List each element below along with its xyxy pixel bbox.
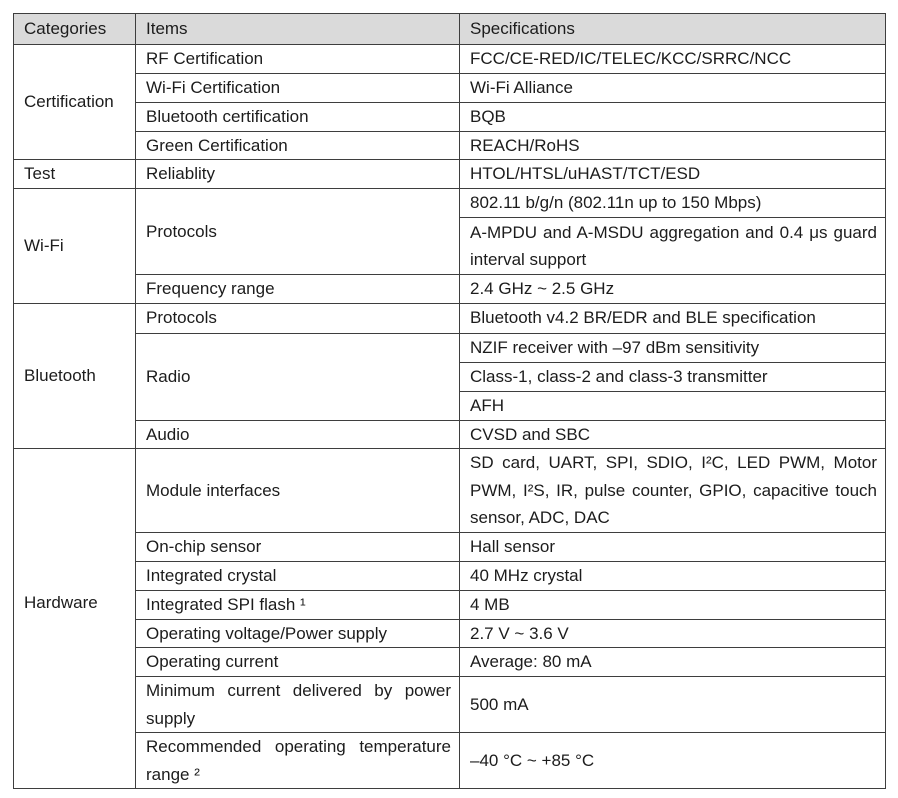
spec-cell: CVSD and SBC — [460, 420, 886, 449]
item-cell: Reliablity — [136, 160, 460, 189]
spec-cell: 802.11 b/g/n (802.11n up to 150 Mbps) — [460, 189, 886, 218]
spec-cell: 500 mA — [460, 677, 886, 733]
spec-cell: BQB — [460, 102, 886, 131]
specifications-table — [13, 13, 886, 789]
item-cell: Integrated crystal — [136, 561, 460, 590]
spec-cell: Bluetooth v4.2 BR/EDR and BLE specification — [460, 303, 886, 333]
spec-cell: Average: 80 mA — [460, 648, 886, 677]
category-cell-certification: Certification — [14, 45, 136, 160]
spec-cell: FCC/CE-RED/IC/TELEC/KCC/SRRC/NCC — [460, 45, 886, 74]
item-cell: Frequency range — [136, 275, 460, 304]
spec-cell: Class-1, class-2 and class-3 transmitter — [460, 362, 886, 391]
header-categories: Categories — [14, 14, 136, 45]
item-cell: RF Certification — [136, 45, 460, 74]
table-row — [14, 160, 886, 189]
table-row — [14, 74, 886, 103]
spec-cell: NZIF receiver with –97 dBm sensitivity — [460, 333, 886, 362]
table-row — [14, 733, 886, 789]
table-row — [14, 533, 886, 562]
table-row — [14, 677, 886, 733]
item-cell: Radio — [136, 333, 460, 420]
header-items: Items — [136, 14, 460, 45]
item-cell: Wi-Fi Certification — [136, 74, 460, 103]
spec-cell: SD card, UART, SPI, SDIO, I²C, LED PWM, Motor PWM, I²S, IR, pulse counter, GPIO, capacitive touch sensor, ADC, DAC — [460, 449, 886, 533]
table-row — [14, 561, 886, 590]
table-row — [14, 102, 886, 131]
spec-cell: 2.4 GHz ~ 2.5 GHz — [460, 275, 886, 304]
spec-cell: REACH/RoHS — [460, 131, 886, 160]
spec-cell: 2.7 V ~ 3.6 V — [460, 619, 886, 648]
table-row — [14, 420, 886, 449]
item-cell: Integrated SPI flash ¹ — [136, 590, 460, 619]
category-cell-bluetooth: Bluetooth — [14, 303, 136, 449]
category-cell-hardware: Hardware — [14, 449, 136, 789]
table-row — [14, 131, 886, 160]
item-cell: Operating voltage/Power supply — [136, 619, 460, 648]
category-cell-wifi: Wi-Fi — [14, 189, 136, 304]
item-cell: Module interfaces — [136, 449, 460, 533]
item-cell: Bluetooth certification — [136, 102, 460, 131]
table-row — [14, 449, 886, 533]
category-cell-test: Test — [14, 160, 136, 189]
item-cell: Green Certification — [136, 131, 460, 160]
table-row — [14, 590, 886, 619]
item-cell: On-chip sensor — [136, 533, 460, 562]
header-row — [14, 14, 886, 45]
spec-cell: A-MPDU and A-MSDU aggregation and 0.4 μs guard interval support — [460, 218, 886, 275]
spec-cell: –40 °C ~ +85 °C — [460, 733, 886, 789]
table-row — [14, 45, 886, 74]
spec-cell: HTOL/HTSL/uHAST/TCT/ESD — [460, 160, 886, 189]
table-row — [14, 189, 886, 218]
table-row — [14, 648, 886, 677]
item-cell: Protocols — [136, 189, 460, 275]
item-cell: Protocols — [136, 303, 460, 333]
spec-cell: 40 MHz crystal — [460, 561, 886, 590]
table-row — [14, 303, 886, 333]
item-cell: Audio — [136, 420, 460, 449]
item-cell: Recommended operating temperature range ² — [136, 733, 460, 789]
table-row — [14, 333, 886, 362]
table-row — [14, 619, 886, 648]
table-row — [14, 275, 886, 304]
spec-cell: Wi-Fi Alliance — [460, 74, 886, 103]
item-cell: Minimum current delivered by power supply — [136, 677, 460, 733]
item-cell: Operating current — [136, 648, 460, 677]
spec-cell: AFH — [460, 391, 886, 420]
header-specifications: Specifications — [460, 14, 886, 45]
spec-cell: 4 MB — [460, 590, 886, 619]
spec-cell: Hall sensor — [460, 533, 886, 562]
